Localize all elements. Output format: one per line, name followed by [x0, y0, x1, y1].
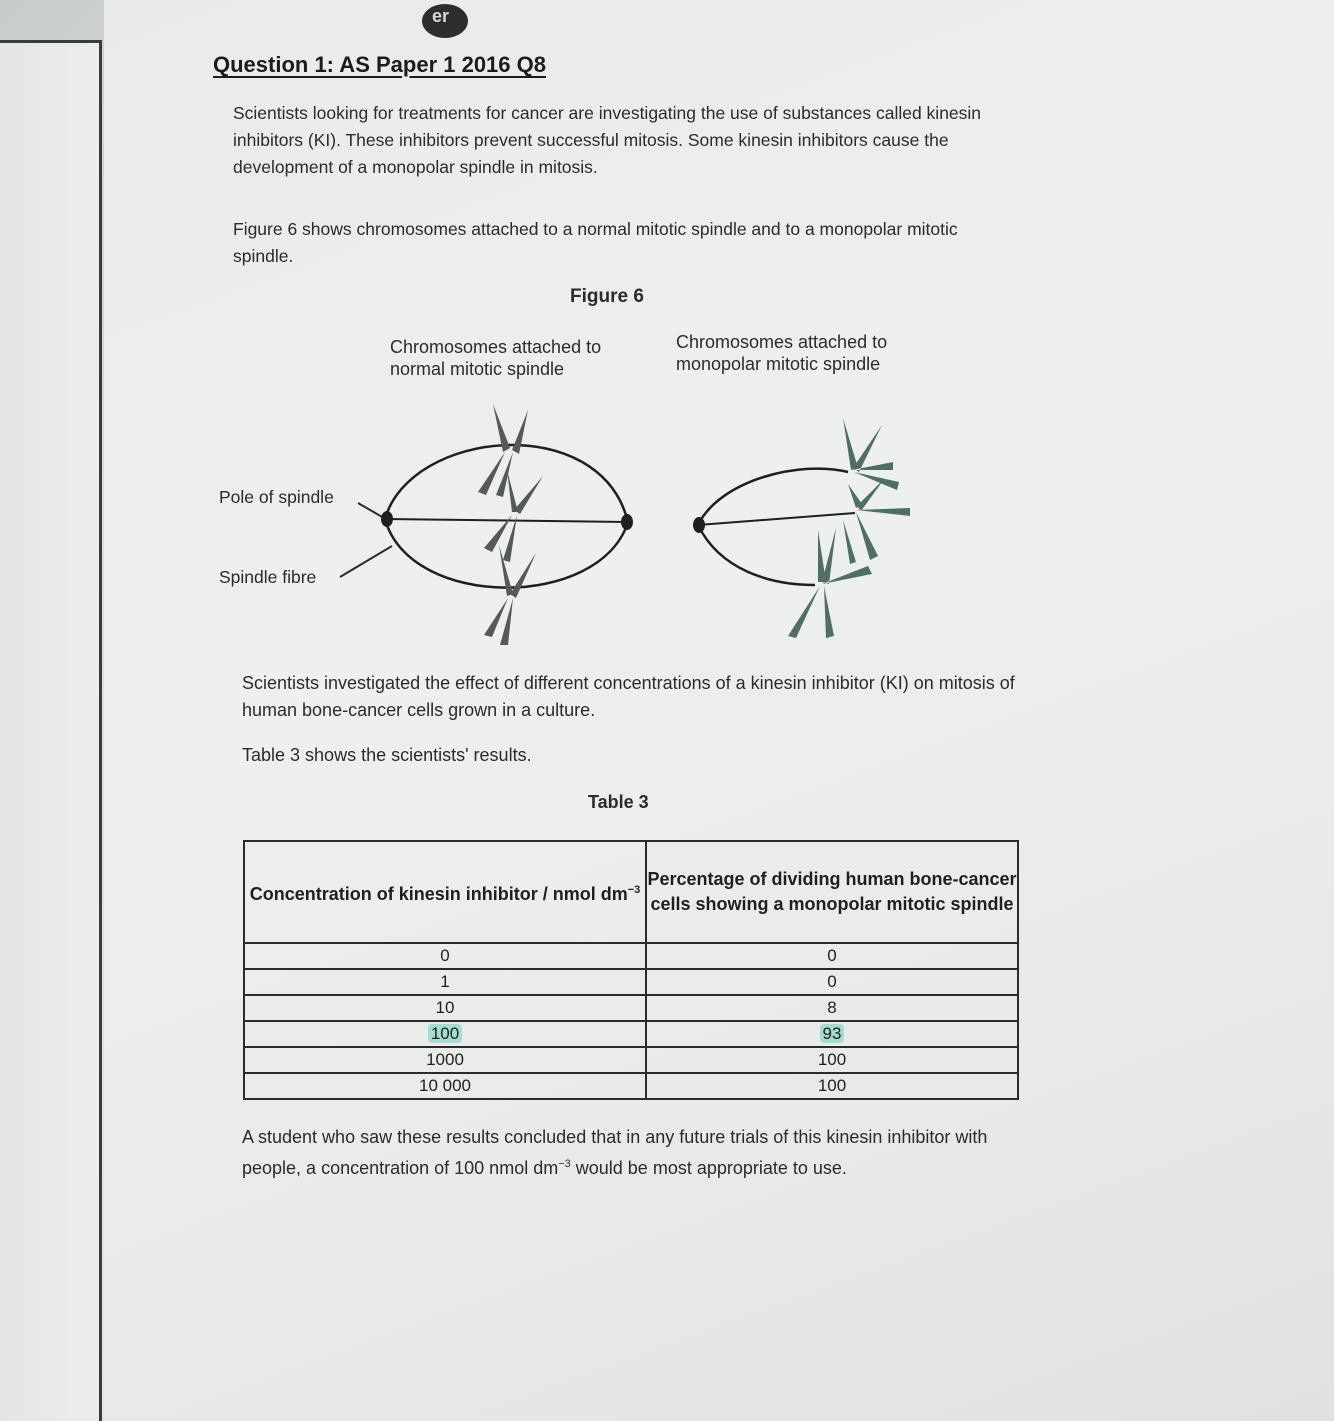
results-table — [243, 840, 1019, 1100]
mono-spindle-pole — [693, 517, 705, 533]
fibre-leader-line — [340, 546, 392, 577]
table-row — [244, 995, 1018, 1021]
header-percentage: Percentage of dividing human bone-cancer cells showing a monopolar mitotic spindle — [646, 841, 1018, 943]
cell-percentage: 100 — [646, 1047, 1018, 1073]
chromosome — [478, 404, 528, 497]
table-header-row — [244, 841, 1018, 943]
table-reference: Table 3 shows the scientists' results. — [242, 745, 532, 765]
highlighted-value: 100 — [428, 1024, 462, 1043]
normal-chromosomes — [478, 404, 543, 645]
spindle-pole-left — [381, 511, 393, 527]
table-row — [244, 969, 1018, 995]
cell-concentration: 10 — [244, 995, 646, 1021]
table-title: Table 3 — [588, 792, 649, 812]
caption-normal-spindle: Chromosomes attached to normal mitotic spindle — [390, 337, 602, 379]
cell-percentage: 0 — [646, 943, 1018, 969]
mono-fibre-lower — [698, 525, 815, 585]
cell-concentration — [244, 1021, 646, 1047]
cell-percentage: 100 — [646, 1073, 1018, 1099]
spindle-pole-right — [621, 514, 633, 530]
table-row — [244, 943, 1018, 969]
chromosome — [843, 478, 910, 564]
monopolar-chromosomes — [788, 418, 910, 638]
spindle-outline — [385, 445, 628, 588]
normal-spindle — [381, 404, 633, 645]
monopolar-spindle — [693, 418, 910, 638]
chromosome — [788, 528, 872, 638]
intro-paragraph: Scientists looking for treatments for cancer are investigating the use of substances called kinesin inhibitors (KI). These inhibitors prevent successful mitosis. Some kinesin inhibitors cause the development of a monopolar spindle in mitosis. — [233, 103, 982, 177]
caption-monopolar-spindle: Chromosomes attached to monopolar mitotic spindle — [676, 332, 888, 374]
cell-concentration: 10 000 — [244, 1073, 646, 1099]
investigation-paragraph: Scientists investigated the effect of different concentrations of a kinesin inhibitor (KI) on mitosis of human bone-cancer cells grown in a culture. — [242, 673, 1015, 720]
label-spindle-fibre: Spindle fibre — [219, 567, 317, 587]
mono-fibre-middle — [698, 513, 855, 525]
cell-percentage: 8 — [646, 995, 1018, 1021]
cell-percentage: 0 — [646, 969, 1018, 995]
table-row — [244, 1073, 1018, 1099]
table-row — [244, 1047, 1018, 1073]
header-concentration: Concentration of kinesin inhibitor / nmol $dm^{-3}$ — [244, 841, 646, 943]
figure-intro-paragraph: Figure 6 shows chromosomes attached to a normal mitotic spindle and to a monopolar mitotic spindle. — [233, 219, 958, 266]
cell-concentration: 1000 — [244, 1047, 646, 1073]
cell-percentage — [646, 1021, 1018, 1047]
conclusion-paragraph: A student who saw these results concluded that in any future trials of this kinesin inhibitor with people, a concentration of 100 nmol $dm^{-3}$ would be most appropriate to use. — [242, 1127, 988, 1178]
figure-title: Figure 6 — [570, 286, 644, 307]
question-title: Question 1: AS Paper 1 2016 Q8 — [213, 52, 546, 77]
pole-leader-line — [358, 503, 384, 518]
highlighted-value: 93 — [820, 1024, 845, 1043]
cell-concentration: 0 — [244, 943, 646, 969]
chromosome — [843, 418, 899, 490]
label-pole-of-spindle: Pole of spindle — [219, 487, 334, 507]
binder-tab-label: er — [432, 6, 450, 26]
figure-6-diagram — [0, 0, 1334, 700]
table-row — [244, 1021, 1018, 1047]
mono-fibre-upper — [698, 469, 848, 525]
chromosome — [484, 470, 543, 562]
cell-concentration: 1 — [244, 969, 646, 995]
